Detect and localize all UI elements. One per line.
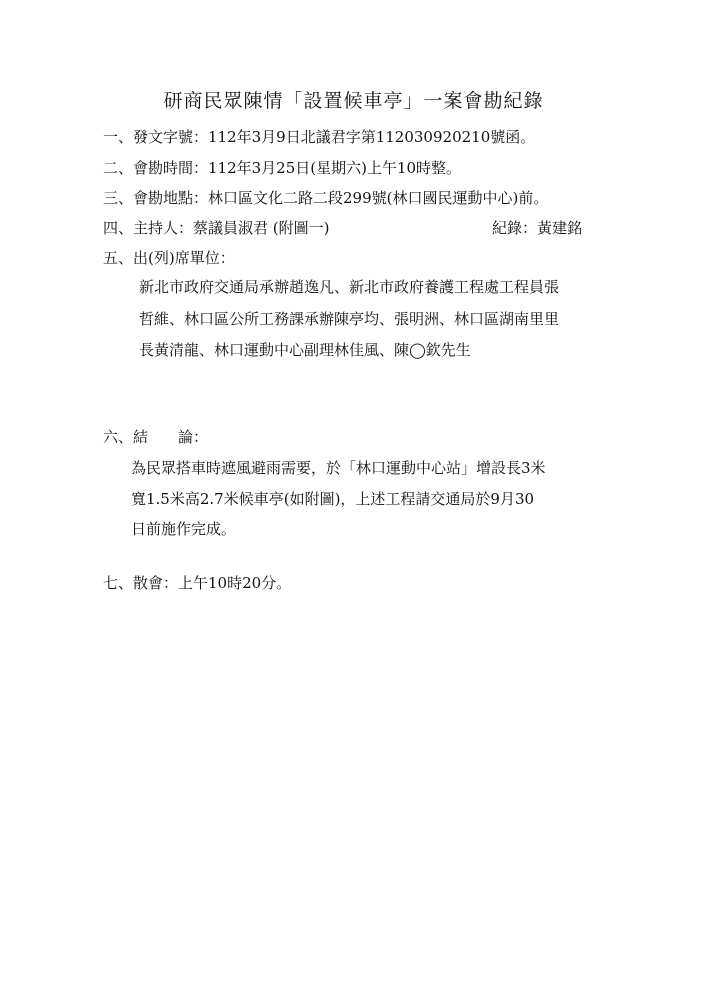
item-recorder: 紀錄：黃建銘 — [492, 219, 583, 237]
item-conclusion-label: 六、結 論： — [103, 428, 209, 446]
item-document-number: 一、發文字號：112年3月9日北議君字第112030920210號函。 — [103, 128, 536, 146]
attendees-line-1: 新北市政府交通局承辦趙逸凡、新北市政府養護工程處工程員張 — [139, 278, 560, 296]
item-inspection-location: 三、會勘地點：林口區文化二路二段299號(林口國民運動中心)前。 — [103, 189, 549, 207]
attendees-line-2: 哲維、林口區公所工務課承辦陳亭均、張明洲、林口區湖南里里 — [139, 310, 560, 328]
item-adjournment: 七、散會：上午10時20分。 — [103, 574, 292, 592]
item-host: 四、主持人：蔡議員淑君 (附圖一) — [103, 219, 330, 237]
item-inspection-time: 二、會勘時間：112年3月25日(星期六)上午10時整。 — [103, 159, 462, 177]
conclusion-line-2: 寬1.5米高2.7米候車亭(如附圖)，上述工程請交通局於9月30 — [131, 490, 535, 508]
attendees-line-3: 長黃清龍、林口運動中心副理林佳風、陳◯欽先生 — [139, 341, 471, 359]
document-title: 研商民眾陳情「設置候車亭」一案會勘紀錄 — [163, 90, 544, 112]
item-attendees-label: 五、出(列)席單位： — [103, 249, 235, 267]
conclusion-line-3: 日前施作完成。 — [131, 520, 237, 538]
conclusion-line-1: 為民眾搭車時遮風避雨需要，於「林口運動中心站」增設長3米 — [131, 459, 546, 477]
